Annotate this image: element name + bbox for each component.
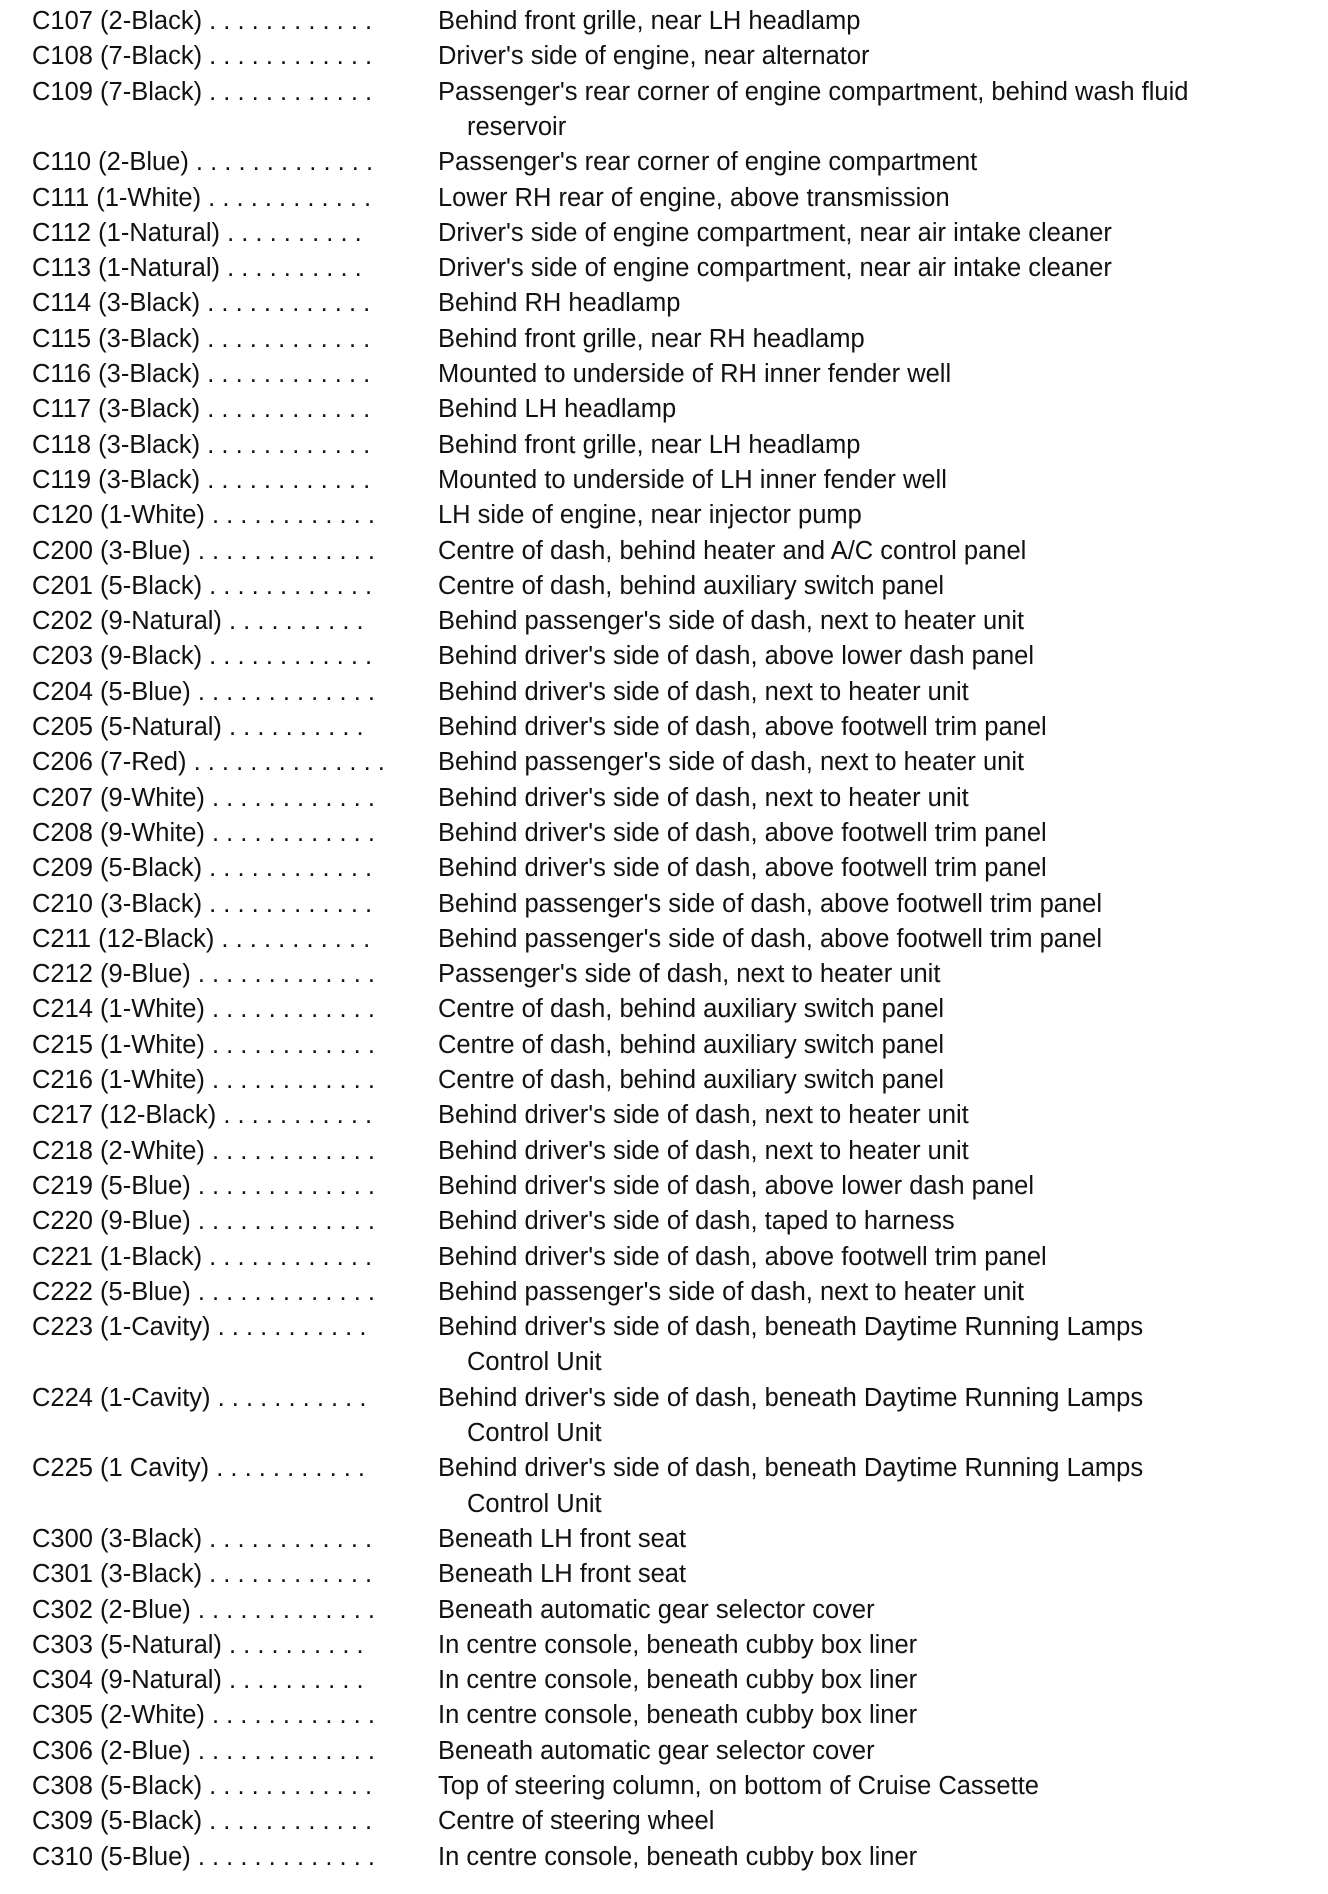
- connector-id: C220 (9-Blue) . . . . . . . . . . . . .: [32, 1207, 375, 1236]
- location-text: Behind front grille, near LH headlamp: [438, 430, 861, 459]
- connector-location: [438, 710, 1318, 745]
- connector-location: [438, 1028, 1318, 1063]
- location-text: Beneath automatic gear selector cover: [438, 1736, 875, 1765]
- location-text: Behind front grille, near RH headlamp: [438, 324, 865, 353]
- connector-id: C116 (3-Black) . . . . . . . . . . . .: [32, 360, 371, 388]
- connector-id: C107 (2-Black) . . . . . . . . . . . .: [32, 7, 373, 35]
- connector-location: [438, 1310, 1318, 1381]
- location-text: Driver's side of engine compartment, near air intake cleaner: [438, 218, 1112, 247]
- location-text: Beneath LH front seat: [438, 1524, 687, 1553]
- location-text: Behind driver's side of dash, above footwell trim panel: [438, 713, 1047, 741]
- connector-id: C200 (3-Blue) . . . . . . . . . . . . .: [32, 536, 375, 565]
- connector-id: C301 (3-Black) . . . . . . . . . . . .: [32, 1560, 373, 1589]
- connector-id: C304 (9-Natural) . . . . . . . . . .: [32, 1666, 364, 1695]
- connector-id: C120 (1-White) . . . . . . . . . . . .: [32, 501, 375, 530]
- connector-location: [438, 1381, 1318, 1452]
- location-text: Behind driver's side of dash, next to heater unit: [438, 677, 969, 706]
- connector-location: [438, 1769, 1318, 1804]
- connector-id: C305 (2-White) . . . . . . . . . . . .: [32, 1701, 375, 1730]
- location-text: Behind driver's side of dash, next to heater unit: [438, 1136, 969, 1165]
- location-text: Behind RH headlamp: [438, 289, 681, 318]
- connector-location: [438, 922, 1318, 957]
- connector-location: [438, 463, 1318, 498]
- location-text-continued: Control Unit: [467, 1348, 602, 1377]
- connector-id: C210 (3-Black) . . . . . . . . . . . .: [32, 889, 373, 918]
- connector-id: C308 (5-Black) . . . . . . . . . . . .: [32, 1772, 373, 1800]
- connector-location: [438, 322, 1318, 357]
- location-text: Lower RH rear of engine, above transmission: [438, 183, 950, 212]
- connector-location: [438, 357, 1318, 392]
- connector-id: C206 (7-Red) . . . . . . . . . . . . . .: [32, 748, 385, 777]
- location-text: Behind passenger's side of dash, above footwell trim panel: [438, 924, 1103, 953]
- connector-id: C110 (2-Blue) . . . . . . . . . . . . .: [32, 148, 374, 177]
- connector-id: C109 (7-Black) . . . . . . . . . . . .: [32, 77, 373, 106]
- connector-id: C112 (1-Natural) . . . . . . . . . .: [32, 218, 362, 247]
- location-text: In centre console, beneath cubby box liner: [438, 1630, 918, 1659]
- connector-location: [438, 1593, 1318, 1628]
- location-text: Passenger's side of dash, next to heater unit: [438, 960, 941, 989]
- connector-location: [438, 1698, 1318, 1733]
- connector-id: C225 (1 Cavity) . . . . . . . . . . .: [32, 1454, 366, 1483]
- connector-location: [438, 498, 1318, 533]
- connector-location: [438, 604, 1318, 639]
- connector-id: C303 (5-Natural) . . . . . . . . . .: [32, 1630, 364, 1659]
- location-text: LH side of engine, near injector pump: [438, 501, 862, 530]
- connector-id: C302 (2-Blue) . . . . . . . . . . . . .: [32, 1595, 375, 1624]
- connector-id: C202 (9-Natural) . . . . . . . . . .: [32, 607, 364, 636]
- location-text-continued: Control Unit: [467, 1418, 602, 1447]
- location-text-continued: reservoir: [467, 112, 567, 141]
- connector-location: [438, 569, 1318, 604]
- connector-id: C113 (1-Natural) . . . . . . . . . .: [32, 254, 362, 283]
- location-text: Behind driver's side of dash, above footwell trim panel: [438, 1242, 1047, 1271]
- connector-id: C114 (3-Black) . . . . . . . . . . . .: [32, 289, 371, 318]
- connector-location: [438, 251, 1318, 286]
- connector-id: C216 (1-White) . . . . . . . . . . . .: [32, 1066, 375, 1094]
- connector-id: C310 (5-Blue) . . . . . . . . . . . . .: [32, 1842, 375, 1871]
- connector-location: [438, 286, 1318, 321]
- location-text: Passenger's rear corner of engine compartment, behind wash fluid: [438, 77, 1189, 106]
- connector-location: [438, 781, 1318, 816]
- connector-location: [438, 745, 1318, 780]
- connector-id: C208 (9-White) . . . . . . . . . . . .: [32, 818, 375, 847]
- connector-location: [438, 1275, 1318, 1310]
- connector-id: C223 (1-Cavity) . . . . . . . . . . .: [32, 1313, 367, 1342]
- connector-id: C115 (3-Black) . . . . . . . . . . . .: [32, 324, 371, 353]
- location-text: Centre of dash, behind auxiliary switch panel: [438, 995, 945, 1024]
- connector-location: [438, 1557, 1318, 1592]
- location-text: Beneath LH front seat: [438, 1560, 687, 1589]
- connector-id: C205 (5-Natural) . . . . . . . . . .: [32, 713, 364, 741]
- location-text: Behind driver's side of dash, above lower dash panel: [438, 1171, 1034, 1200]
- location-text: Behind passenger's side of dash, next to heater unit: [438, 607, 1025, 636]
- connector-id: C212 (9-Blue) . . . . . . . . . . . . .: [32, 960, 375, 989]
- location-text: Centre of steering wheel: [438, 1807, 715, 1836]
- connector-location: [438, 1451, 1318, 1522]
- connector-id: C218 (2-White) . . . . . . . . . . . .: [32, 1136, 375, 1165]
- location-text: Top of steering column, on bottom of Cruise Cassette: [438, 1772, 1039, 1800]
- connector-location: [438, 675, 1318, 710]
- location-text: In centre console, beneath cubby box liner: [438, 1842, 918, 1871]
- location-text: Behind passenger's side of dash, above footwell trim panel: [438, 889, 1103, 918]
- connector-id: C203 (9-Black) . . . . . . . . . . . .: [32, 642, 373, 671]
- connector-id: C221 (1-Black) . . . . . . . . . . . .: [32, 1242, 373, 1271]
- location-text: Centre of dash, behind heater and A/C control panel: [438, 536, 1027, 565]
- location-text: Behind front grille, near LH headlamp: [438, 7, 861, 35]
- connector-location: [438, 1169, 1318, 1204]
- connector-id: C222 (5-Blue) . . . . . . . . . . . . .: [32, 1277, 375, 1306]
- connector-location: [438, 1663, 1318, 1698]
- connector-location: [438, 887, 1318, 922]
- location-text: Behind driver's side of dash, next to heater unit: [438, 783, 969, 812]
- connector-id: C108 (7-Black) . . . . . . . . . . . .: [32, 42, 373, 71]
- connector-id: C224 (1-Cavity) . . . . . . . . . . .: [32, 1383, 367, 1412]
- connector-location: [438, 392, 1318, 427]
- connector-location: [438, 639, 1318, 674]
- location-text: Behind LH headlamp: [438, 395, 677, 424]
- location-text: Driver's side of engine compartment, near air intake cleaner: [438, 254, 1112, 283]
- location-text: Behind driver's side of dash, beneath Daytime Running Lamps: [438, 1383, 1144, 1412]
- connector-location: [438, 1134, 1318, 1169]
- connector-id: C219 (5-Blue) . . . . . . . . . . . . .: [32, 1171, 375, 1200]
- connector-location: [438, 181, 1318, 216]
- connector-id: C201 (5-Black) . . . . . . . . . . . .: [32, 571, 373, 600]
- connector-location: [438, 851, 1318, 886]
- location-text: Behind driver's side of dash, next to heater unit: [438, 1101, 969, 1130]
- connector-id: C204 (5-Blue) . . . . . . . . . . . . .: [32, 677, 375, 706]
- connector-id: C214 (1-White) . . . . . . . . . . . .: [32, 995, 375, 1024]
- location-text: Behind driver's side of dash, above footwell trim panel: [438, 854, 1047, 883]
- location-text: Driver's side of engine, near alternator: [438, 42, 870, 71]
- location-text: Beneath automatic gear selector cover: [438, 1595, 875, 1624]
- connector-location: [438, 39, 1318, 74]
- connector-id: C306 (2-Blue) . . . . . . . . . . . . .: [32, 1736, 375, 1765]
- location-text: Behind driver's side of dash, above lower dash panel: [438, 642, 1034, 671]
- connector-id: C209 (5-Black) . . . . . . . . . . . .: [32, 854, 373, 883]
- location-text: Behind passenger's side of dash, next to heater unit: [438, 748, 1025, 777]
- location-text: Behind driver's side of dash, taped to harness: [438, 1207, 955, 1236]
- connector-location: [438, 534, 1318, 569]
- connector-location: [438, 1628, 1318, 1663]
- location-text: Behind driver's side of dash, beneath Daytime Running Lamps: [438, 1313, 1144, 1342]
- connector-id: C300 (3-Black) . . . . . . . . . . . .: [32, 1524, 373, 1553]
- connector-id: C217 (12-Black) . . . . . . . . . . .: [32, 1101, 373, 1130]
- connector-location: [438, 1522, 1318, 1557]
- connector-location: [438, 75, 1318, 146]
- location-text: Mounted to underside of RH inner fender well: [438, 360, 952, 388]
- connector-location: [438, 145, 1318, 180]
- location-text: Centre of dash, behind auxiliary switch panel: [438, 1066, 945, 1094]
- connector-location: [438, 1240, 1318, 1275]
- connector-id: C117 (3-Black) . . . . . . . . . . . .: [32, 395, 371, 424]
- connector-location: [438, 957, 1318, 992]
- connector-location: [438, 1840, 1318, 1875]
- connector-location: [438, 1734, 1318, 1769]
- location-text: In centre console, beneath cubby box liner: [438, 1666, 918, 1695]
- connector-id: C207 (9-White) . . . . . . . . . . . .: [32, 783, 375, 812]
- connector-id: C309 (5-Black) . . . . . . . . . . . .: [32, 1807, 373, 1836]
- location-text: Behind driver's side of dash, beneath Daytime Running Lamps: [438, 1454, 1144, 1483]
- connector-location: [438, 816, 1318, 851]
- location-text: Behind passenger's side of dash, next to heater unit: [438, 1277, 1025, 1306]
- location-text: Centre of dash, behind auxiliary switch panel: [438, 571, 945, 600]
- connector-location: [438, 216, 1318, 251]
- connector-location: [438, 1804, 1318, 1839]
- location-text: Passenger's rear corner of engine compartment: [438, 148, 978, 177]
- location-text: Mounted to underside of LH inner fender well: [438, 465, 947, 494]
- connector-location: [438, 1098, 1318, 1133]
- connector-location: [438, 992, 1318, 1027]
- location-text: Behind driver's side of dash, above footwell trim panel: [438, 818, 1047, 847]
- location-text: Centre of dash, behind auxiliary switch panel: [438, 1030, 945, 1059]
- connector-location: [438, 1204, 1318, 1239]
- connector-location: [438, 4, 1318, 39]
- connector-location: [438, 1063, 1318, 1098]
- connector-id: C211 (12-Black) . . . . . . . . . . .: [32, 924, 371, 953]
- connector-id: C119 (3-Black) . . . . . . . . . . . .: [32, 465, 371, 494]
- location-text-continued: Control Unit: [467, 1489, 602, 1518]
- location-text: In centre console, beneath cubby box liner: [438, 1701, 918, 1730]
- connector-id: C215 (1-White) . . . . . . . . . . . .: [32, 1030, 375, 1059]
- connector-id: C118 (3-Black) . . . . . . . . . . . .: [32, 430, 371, 459]
- connector-id: C111 (1-White) . . . . . . . . . . . .: [32, 183, 372, 212]
- connector-location: [438, 428, 1318, 463]
